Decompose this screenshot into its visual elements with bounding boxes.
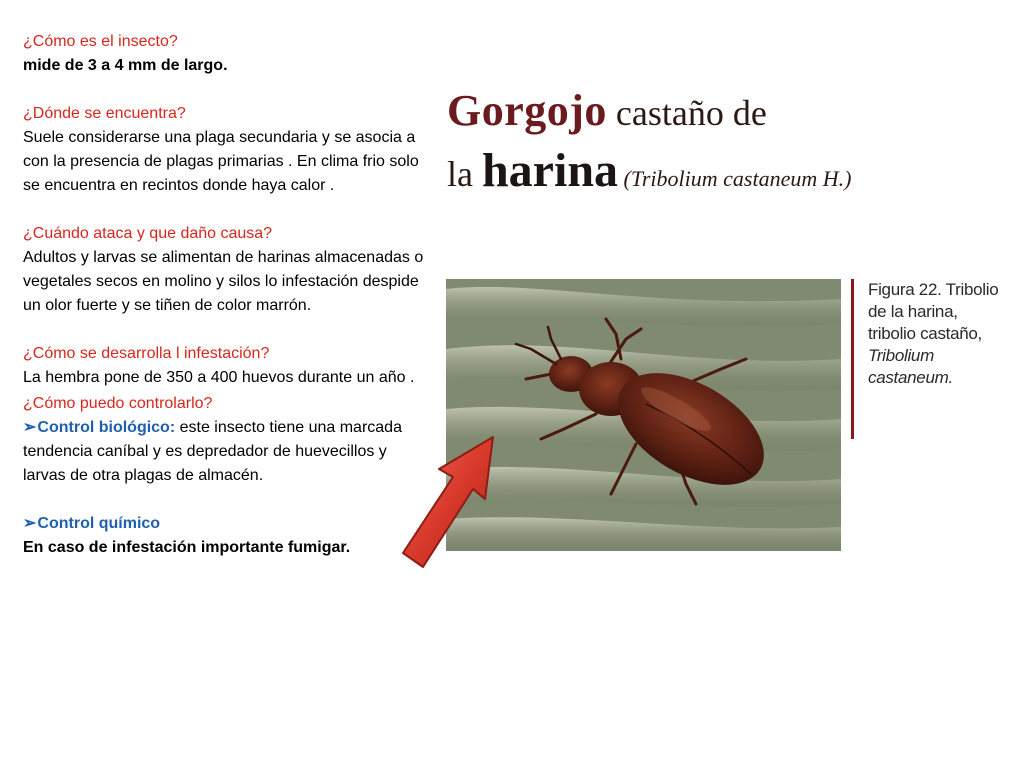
chem-control-item xyxy=(23,512,433,536)
title-scientific-name: (Tribolium castaneum H.) xyxy=(618,166,852,191)
caption-line-2: de la harina, xyxy=(868,302,958,321)
caption-line-3: tribolio castaño, xyxy=(868,324,982,343)
bio-control-item xyxy=(23,416,433,488)
question-damage: ¿Cuándo ataca y que daño causa? xyxy=(23,225,273,242)
figure-caption xyxy=(851,279,1021,439)
question-control: ¿Cómo puedo controlarlo? xyxy=(23,395,213,412)
title-castano: castaño de xyxy=(606,93,767,133)
text-column xyxy=(23,30,433,560)
caption-line-4: Tribolium xyxy=(868,346,934,365)
question-location: ¿Dónde se encuentra? xyxy=(23,105,186,122)
arrow-bullet-icon: ➢ xyxy=(23,419,37,436)
title-harina: harina xyxy=(481,144,619,197)
answer-damage: Adultos y larvas se alimentan de harinas almacenadas o vegetales secos en molino y silos lo infestación despide un olor fuerte y se tiñen de color marrón. xyxy=(23,249,424,314)
arrow-bullet-icon: ➢ xyxy=(23,515,37,532)
answer-location: Suele considerarse una plaga secundaria y se asocia a con la presencia de plagas primarias . En clima frio solo se encuentra en recintos donde haya calor . xyxy=(23,129,419,194)
bio-control-text: este insecto tiene una marcada tendencia caníbal y es depredador de huevecillos y larvas de otra plagas de almacén. xyxy=(23,419,402,484)
chem-control-label: Control químico xyxy=(37,515,161,532)
title-la: la xyxy=(447,154,482,194)
answer-size: mide de 3 a 4 mm de largo. xyxy=(23,57,228,74)
question-infestation: ¿Cómo se desarrolla l infestación? xyxy=(23,345,270,362)
answer-infestation: La hembra pone de 350 a 400 huevos durante un año . xyxy=(23,369,415,386)
beetle-photo xyxy=(446,279,841,551)
slide-title xyxy=(447,82,1007,208)
caption-line-5: castaneum. xyxy=(868,368,953,387)
caption-line-1: Figura 22. Tribolio xyxy=(868,280,999,299)
chem-control-text: En caso de infestación importante fumigar. xyxy=(23,539,351,556)
question-insect: ¿Cómo es el insecto? xyxy=(23,33,178,50)
title-gorgojo: Gorgojo xyxy=(447,86,607,135)
red-arrow-icon xyxy=(395,425,505,585)
bio-control-label: Control biológico: xyxy=(37,419,176,436)
